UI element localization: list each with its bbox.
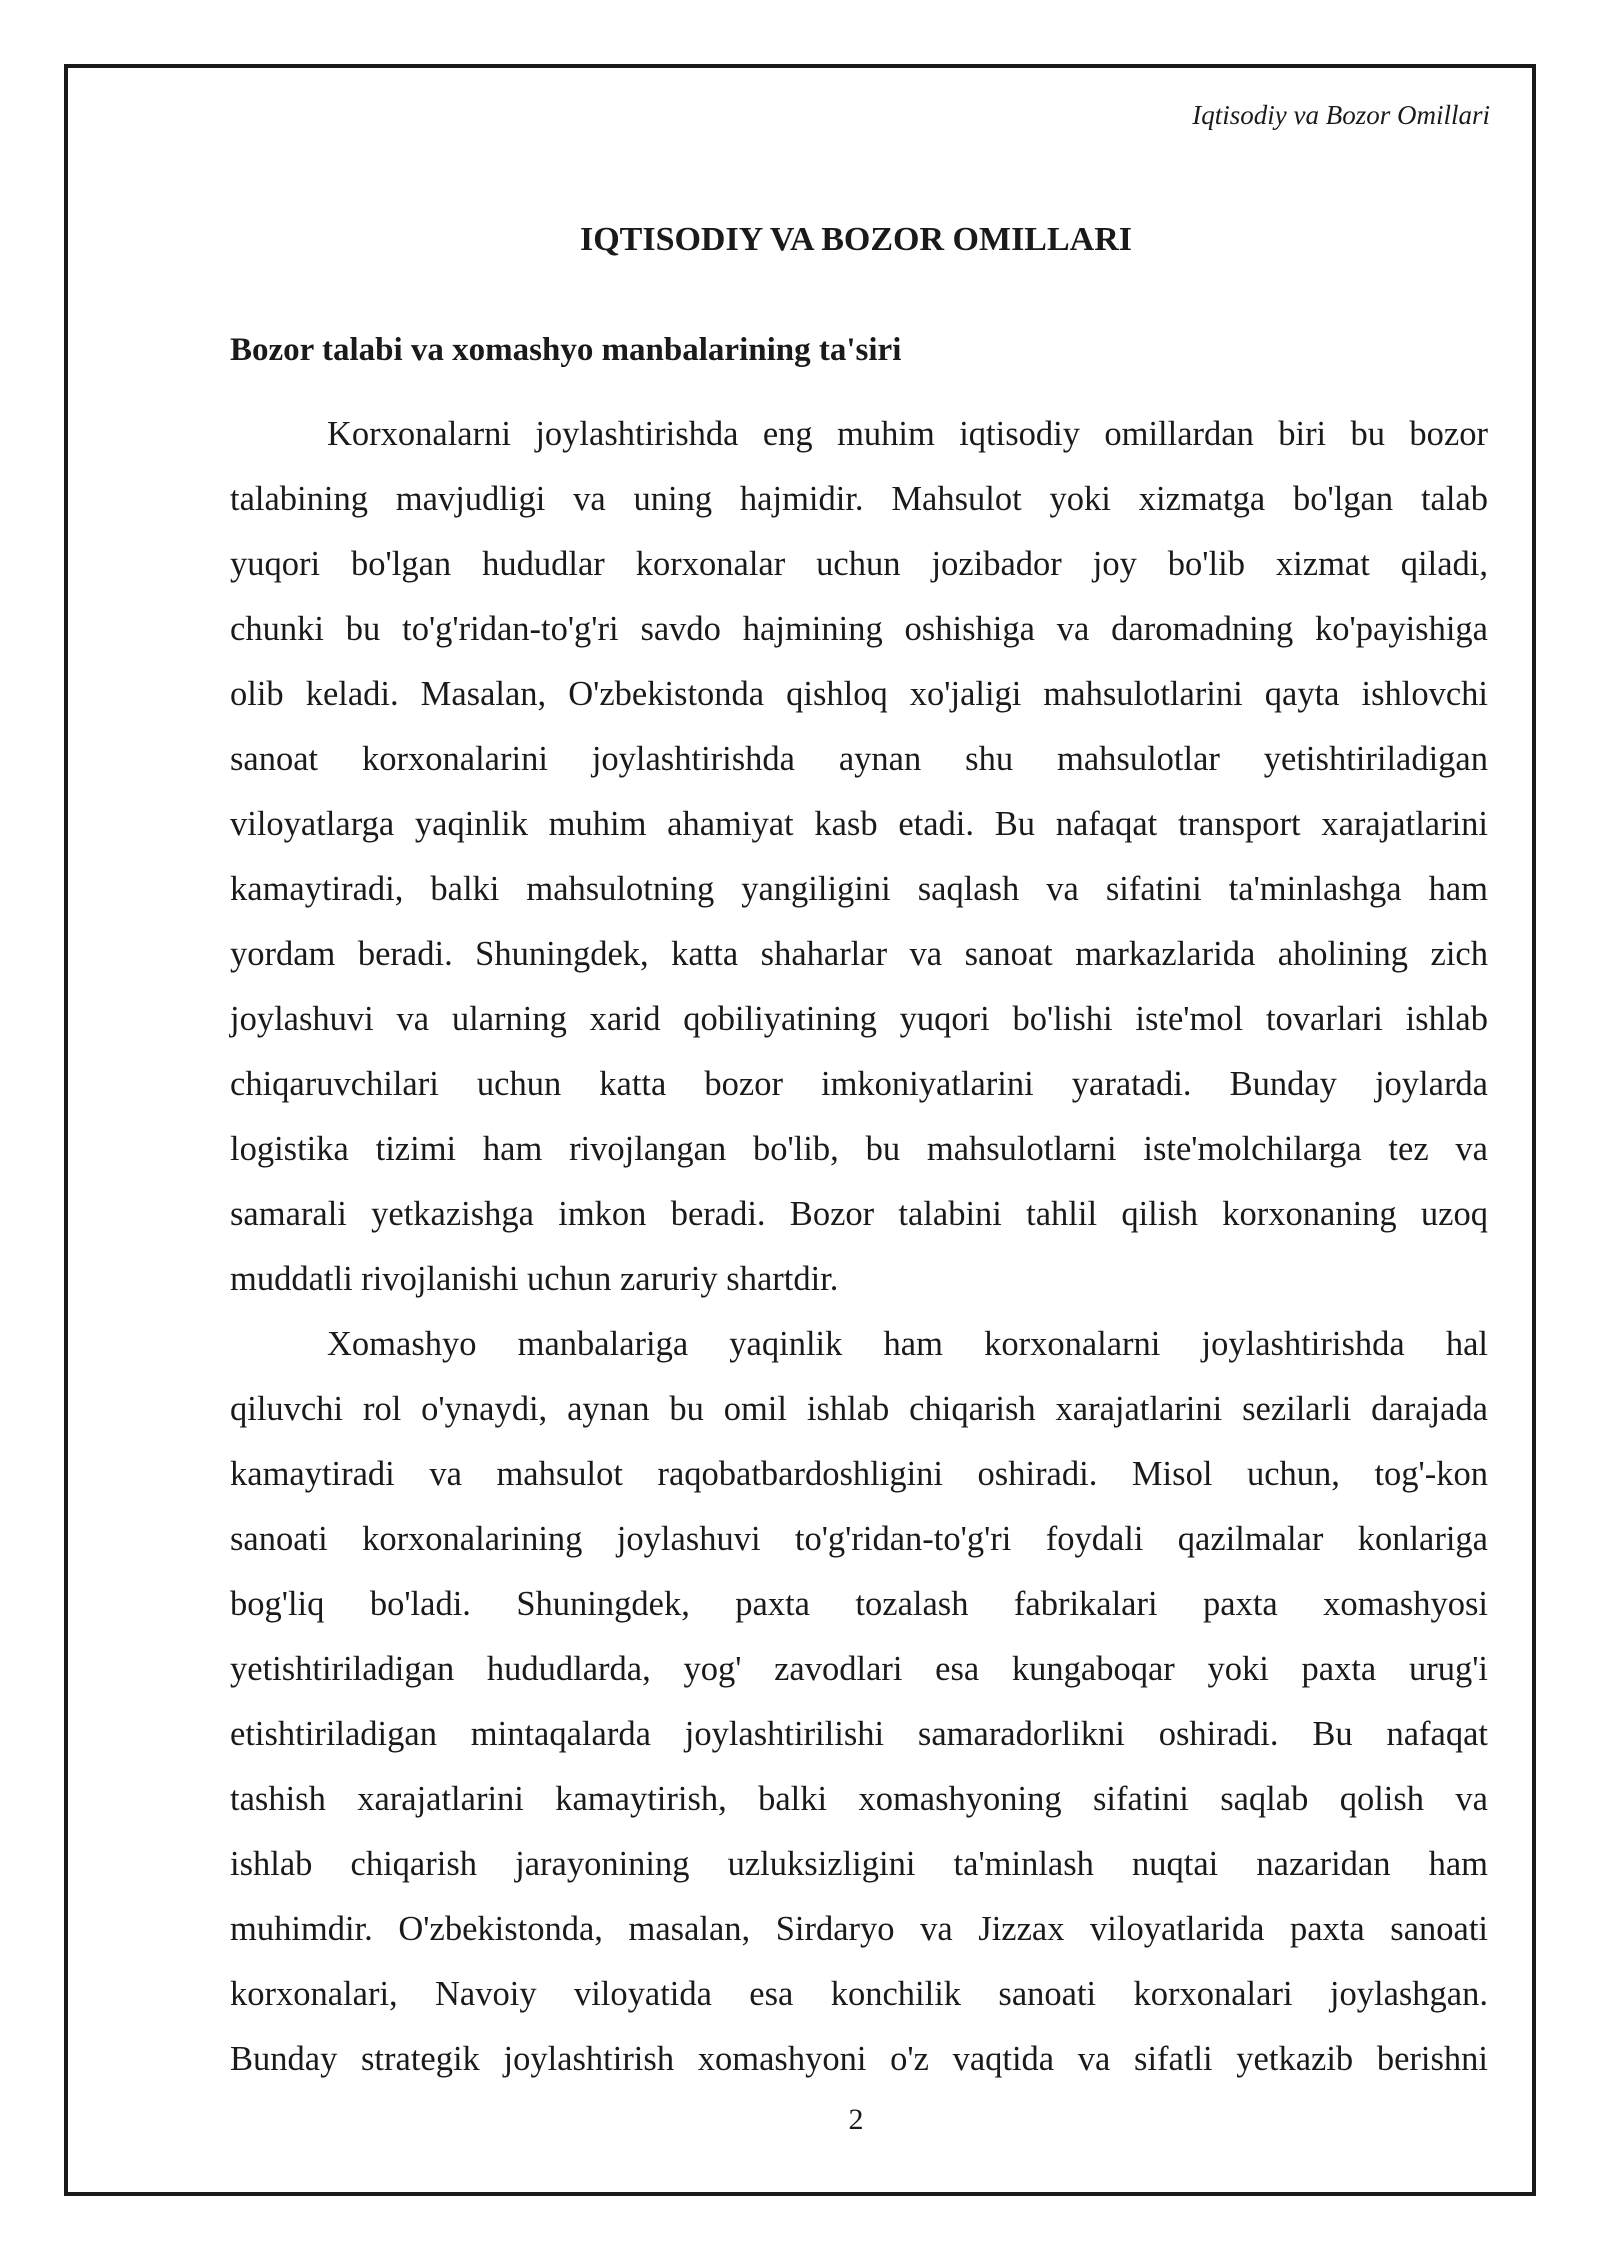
text-line: chunki bu to'g'ridan-to'g'ri savdo hajmining oshishiga va daromadning ko'payishiga [230,610,1488,648]
text-line: korxonalari, Navoiy viloyatida esa konchilik sanoati korxonalari joylashgan. [230,1975,1488,2013]
text-line: sanoati korxonalarining joylashuvi to'g'ridan-to'g'ri foydali qazilmalar konlariga [230,1520,1488,1558]
text-line: muhimdir. O'zbekistonda, masalan, Sirdaryo va Jizzax viloyatlarida paxta sanoati [230,1910,1488,1948]
paragraph-2 [230,1312,1488,2092]
section-heading: Bozor talabi va xomashyo manbalarining ta'siri [230,332,902,368]
text-line: tashish xarajatlarini kamaytirish, balki xomashyoning sifatini saqlab qolish va [230,1780,1488,1818]
text-line: Korxonalarni joylashtirishda eng muhim iqtisodiy omillardan biri bu bozor [327,415,1488,453]
text-line: ishlab chiqarish jarayonining uzluksizligini ta'minlash nuqtai nazaridan ham [230,1845,1488,1883]
text-line: Xomashyo manbalariga yaqinlik ham korxonalarni joylashtirishda hal [327,1325,1488,1363]
text-line: bog'liq bo'ladi. Shuningdek, paxta tozalash fabrikalari paxta xomashyosi [230,1585,1488,1623]
text-line: yetishtiriladigan hududlarda, yog' zavodlari esa kungaboqar yoki paxta urug'i [230,1650,1488,1688]
text-line: joylashuvi va ularning xarid qobiliyatining yuqori bo'lishi iste'mol tovarlari ishlab [230,1000,1488,1038]
text-line: etishtiriladigan mintaqalarda joylashtirilishi samaradorlikni oshiradi. Bu nafaqat [230,1715,1488,1753]
text-line: sanoat korxonalarini joylashtirishda aynan shu mahsulotlar yetishtiriladigan [230,740,1488,778]
text-line: samarali yetkazishga imkon beradi. Bozor talabini tahlil qilish korxonaning uzoq [230,1195,1488,1233]
text-line: logistika tizimi ham rivojlangan bo'lib, bu mahsulotlarni iste'molchilarga tez va [230,1130,1488,1168]
text-line: kamaytiradi, balki mahsulotning yangiligini saqlash va sifatini ta'minlashga ham [230,870,1488,908]
text-line: kamaytiradi va mahsulot raqobatbardoshligini oshiradi. Misol uchun, tog'-kon [230,1455,1488,1493]
text-line: yordam beradi. Shuningdek, katta shaharlar va sanoat markazlarida aholining zich [230,935,1488,973]
document-title: IQTISODIY VA BOZOR OMILLARI [579,221,1133,258]
text-line: qiluvchi rol o'ynaydi, aynan bu omil ishlab chiqarish xarajatlarini sezilarli darajada [230,1390,1488,1428]
text-line: muddatli rivojlanishi uchun zaruriy shartdir. [230,1260,839,1298]
body-text [230,402,1488,2092]
text-line: chiqaruvchilari uchun katta bozor imkoniyatlarini yaratadi. Bunday joylarda [230,1065,1488,1103]
running-header: Iqtisodiy va Bozor Omillari [1192,100,1490,130]
paragraph-1 [230,402,1488,1312]
page-number: 2 [848,2103,864,2136]
text-line: viloyatlarga yaqinlik muhim ahamiyat kasb etadi. Bu nafaqat transport xarajatlarini [230,805,1488,843]
text-line: olib keladi. Masalan, O'zbekistonda qishloq xo'jaligi mahsulotlarini qayta ishlovchi [230,675,1488,713]
text-line: Bunday strategik joylashtirish xomashyoni o'z vaqtida va sifatli yetkazib berishni [230,2040,1488,2078]
text-line: talabining mavjudligi va uning hajmidir. Mahsulot yoki xizmatga bo'lgan talab [230,480,1488,518]
text-line: yuqori bo'lgan hududlar korxonalar uchun jozibador joy bo'lib xizmat qiladi, [230,545,1488,583]
